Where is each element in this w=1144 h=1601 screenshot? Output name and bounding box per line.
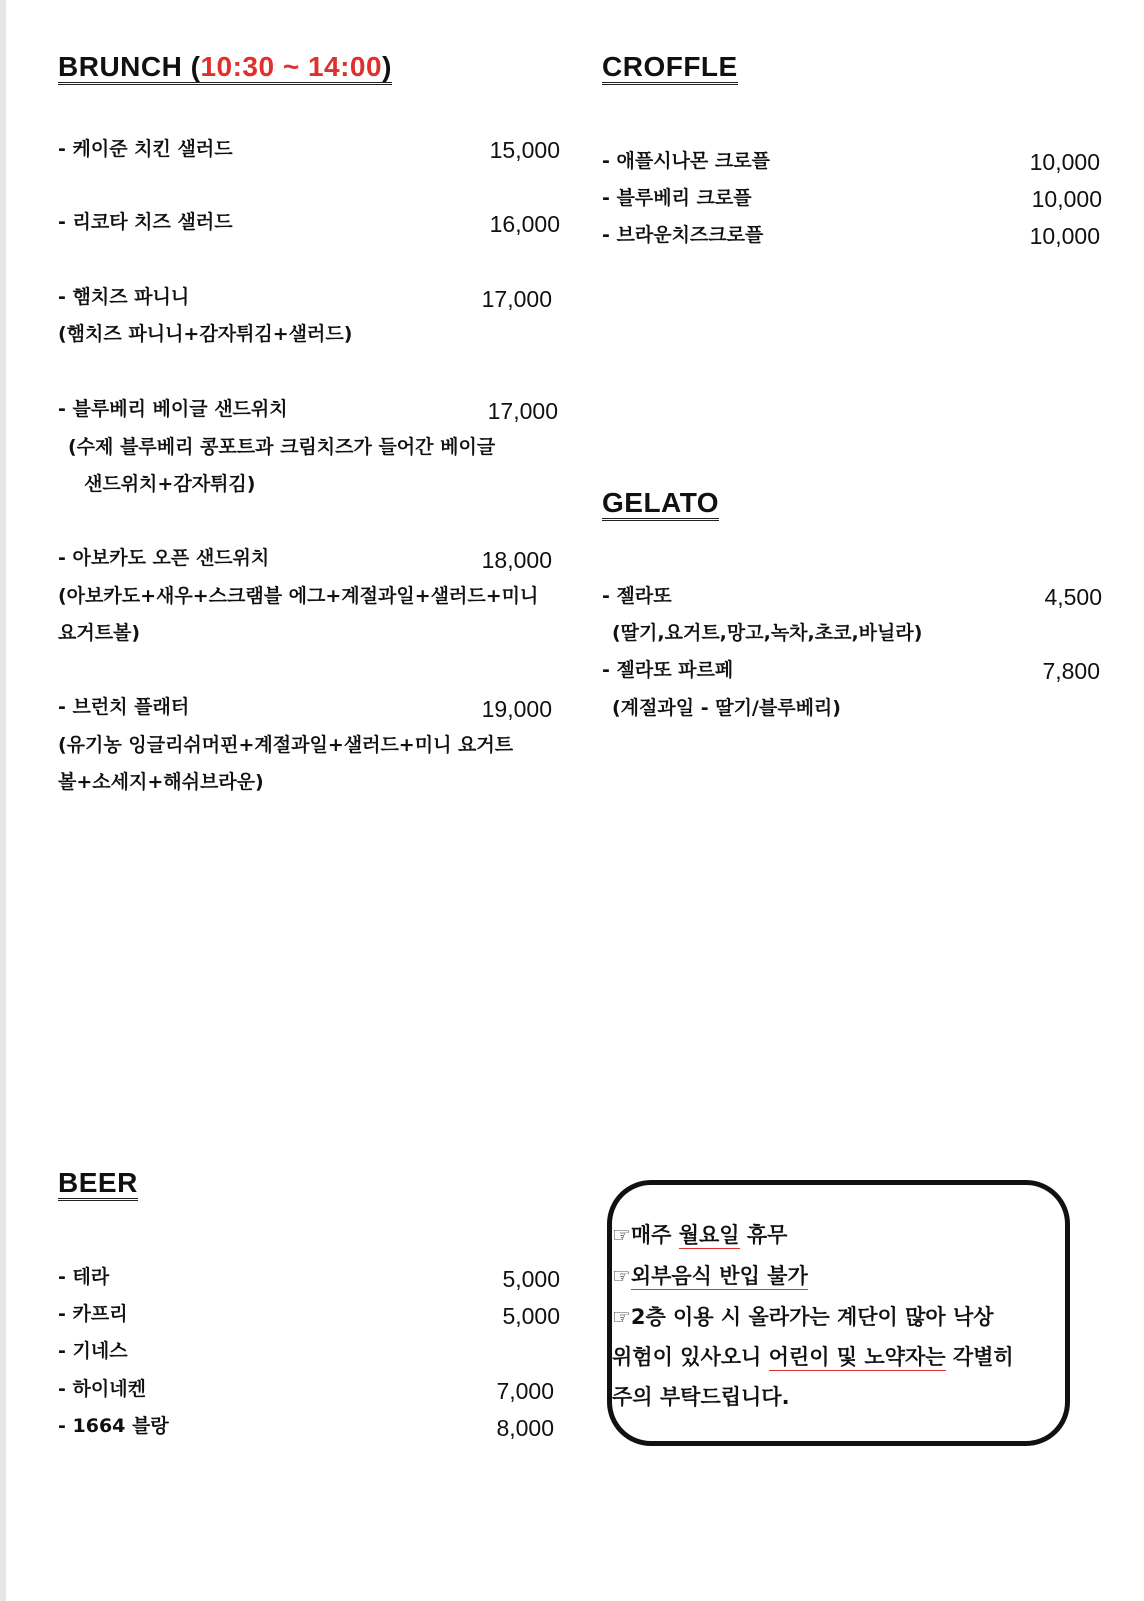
croffle-heading: CROFFLE	[602, 52, 738, 85]
notice-text: 위험이 있사오니	[612, 1345, 769, 1369]
brunch-item-desc: 요거트볼)	[58, 622, 141, 644]
brunch-item-name: - 햄치즈 파니니	[58, 286, 190, 308]
brunch-item-price: 15,000	[489, 137, 560, 163]
brunch-heading-open: (	[190, 51, 201, 82]
gelato-item-price: 7,800	[1042, 658, 1100, 684]
notice-text: 휴무	[739, 1223, 788, 1247]
brunch-item-name: - 케이준 치킨 샐러드	[58, 138, 233, 160]
brunch-hours: 10:30 ~ 14:00	[200, 51, 383, 82]
notice-line-no-outside-food	[612, 1264, 808, 1289]
gelato-heading: GELATO	[602, 488, 719, 521]
croffle-item-price: 10,000	[1031, 186, 1102, 212]
brunch-item-price: 17,000	[481, 286, 552, 312]
brunch-item-price: 18,000	[481, 547, 552, 573]
notice-line-stairs-warning	[612, 1305, 994, 1330]
brunch-item-desc: (아보카도+새우+스크램블 에그+계절과일+샐러드+미니	[58, 585, 539, 607]
brunch-item-desc: 샌드위치+감자튀김)	[84, 473, 256, 495]
notice-line-request	[612, 1385, 790, 1410]
pointing-hand-icon: ☞	[612, 1223, 631, 1247]
beer-item-name: - 하이네켄	[58, 1378, 146, 1400]
pointing-hand-icon: ☞	[612, 1264, 631, 1288]
croffle-item-price: 10,000	[1029, 223, 1100, 249]
brunch-item-desc: (수제 블루베리 콩포트과 크림치즈가 들어간 베이글	[68, 436, 496, 458]
notice-text-highlight: 월요일	[678, 1223, 740, 1247]
brunch-item-price: 17,000	[487, 398, 558, 424]
brunch-item-name: - 블루베리 베이글 샌드위치	[58, 398, 288, 420]
notice-text-highlight: 외부음식 반입 불가	[630, 1264, 808, 1288]
brunch-item-name: - 아보카도 오픈 샌드위치	[58, 547, 270, 569]
beer-item-name: - 1664 블랑	[58, 1415, 169, 1437]
pointing-hand-icon: ☞	[612, 1305, 631, 1329]
brunch-heading-label: BRUNCH	[58, 51, 183, 82]
croffle-item-name: - 애플시나몬 크로플	[602, 150, 770, 172]
notice-text: 2층 이용 시 올라가는 계단이 많아 낙상	[630, 1305, 994, 1329]
brunch-item-price: 16,000	[489, 211, 560, 237]
brunch-item-name: - 브런치 플래터	[58, 696, 190, 718]
brunch-item-price: 19,000	[481, 696, 552, 722]
brunch-item-desc: (햄치즈 파니니+감자튀김+샐러드)	[58, 323, 353, 345]
beer-item-price: 5,000	[502, 1303, 560, 1329]
beer-item-name: - 테라	[58, 1266, 110, 1288]
notice-box	[607, 1180, 1070, 1446]
gelato-item-price: 4,500	[1044, 584, 1102, 610]
croffle-item-name: - 블루베리 크로플	[602, 187, 752, 209]
croffle-item-name: - 브라운치즈크로플	[602, 224, 764, 246]
notice-text-highlight: 어린이 및 노약자는	[768, 1345, 946, 1369]
brunch-item-desc: 볼+소세지+해쉬브라운)	[58, 771, 264, 793]
menu-sheet	[6, 0, 1144, 1601]
beer-item-name: - 기네스	[58, 1340, 128, 1362]
beer-heading: BEER	[58, 1168, 138, 1201]
gelato-item-name: - 젤라또 파르페	[602, 659, 734, 681]
beer-item-price: 7,000	[496, 1378, 554, 1404]
gelato-item-name: - 젤라또	[602, 585, 672, 607]
notice-text: 각별히	[945, 1345, 1014, 1369]
gelato-item-desc: (계절과일 - 딸기/블루베리)	[612, 697, 841, 719]
notice-line-closed-day	[612, 1223, 787, 1248]
beer-item-price: 5,000	[502, 1266, 560, 1292]
brunch-heading	[58, 52, 392, 85]
beer-item-name: - 카프리	[58, 1303, 128, 1325]
brunch-heading-close: )	[382, 51, 392, 82]
beer-item-price: 8,000	[496, 1415, 554, 1441]
gelato-item-desc: (딸기,요거트,망고,녹차,초코,바닐라)	[612, 622, 923, 644]
brunch-item-name: - 리코타 치즈 샐러드	[58, 211, 233, 233]
notice-text: 주의 부탁드립니다.	[612, 1385, 790, 1409]
croffle-item-price: 10,000	[1029, 149, 1100, 175]
brunch-item-desc: (유기농 잉글리쉬머핀+계절과일+샐러드+미니 요거트	[58, 734, 514, 756]
notice-text: 매주	[630, 1223, 679, 1247]
notice-line-stairs-warning-cont	[612, 1345, 1014, 1370]
